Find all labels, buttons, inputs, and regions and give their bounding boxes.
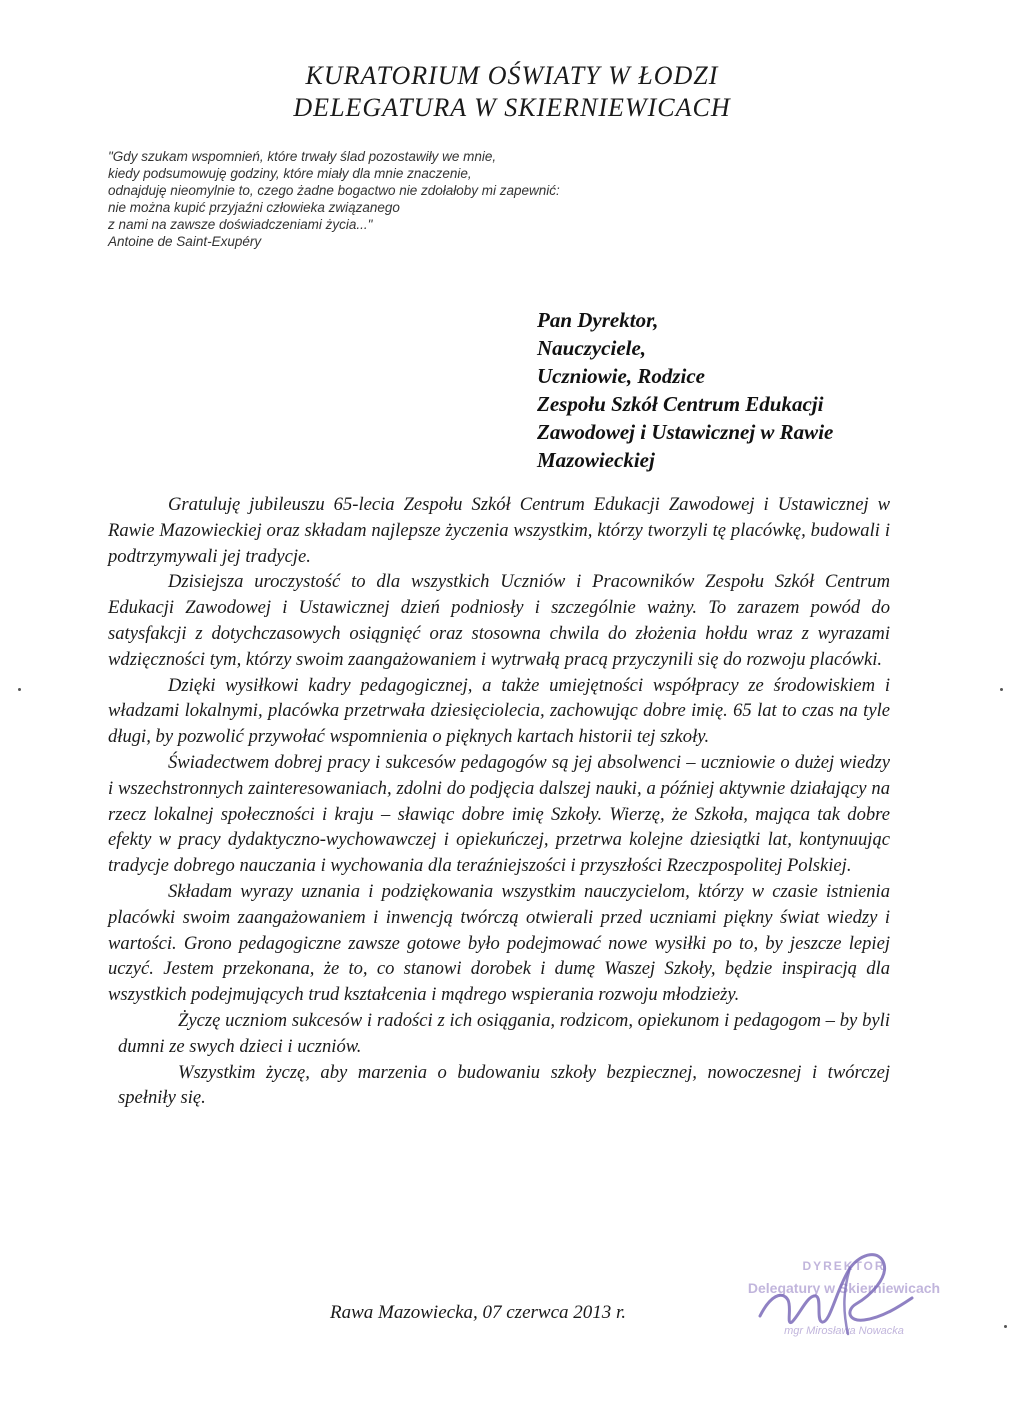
stamp-office: Delegatury w Skierniewicach: [747, 1280, 941, 1296]
addressee-line: Pan Dyrektor,: [537, 308, 659, 332]
body-paragraph: Gratuluję jubileuszu 65-lecia Zespołu Szkół Centrum Edukacji Zawodowej i Ustawicznej w Rawie Mazowieckiej oraz składam najlepsze życzenia wszystkim, którzy tworzyli tę placówkę, budowali i podtrzymywali jej tradycje.: [108, 494, 890, 567]
quote-line: z nami na zawsze doświadczeniami życia...": [108, 217, 373, 232]
body-paragraph: Dzięki wysiłkowi kadry pedagogicznej, a także umiejętności współpracy ze środowiskiem i władzami lokalnymi, placówka przetrwała dziesięciolecia, zachowując dobre imię. 65 lat to czas na tyle długi, by pozwolić przywołać wspomnienia o pięknych kartach historii tej szkoły.: [108, 674, 890, 748]
letter-body: [108, 492, 890, 1111]
letterhead-delegation: DELEGATURA W SKIERNIEWICACH: [293, 93, 731, 122]
place-and-date: Rawa Mazowiecka, 07 czerwca 2013 r.: [330, 1302, 627, 1323]
addressee-line: Uczniowie, Rodzice: [537, 364, 705, 388]
body-paragraph: Składam wyrazy uznania i podziękowania wszystkim nauczycielom, którzy w czasie istnienia placówki swoim zaangażowaniem i inwencją twórczą otwierali przed uczniami piękny świat wiedzy i wartości. Grono pedagogiczne zawsze gotowe było podejmować nowe wysiłki po to, by jeszcze lepiej uczyć. Jestem przekonana, że to, co stanowi dorobek i dumę Waszej Szkoły, będzie inspiracją dla wszystkich podejmujących trud kształcenia i mądrego wspierania rozwoju młodzieży.: [108, 880, 890, 1006]
addressee-line: Zawodowej i Ustawicznej w Rawie: [537, 420, 834, 444]
body-paragraph: Wszystkim życzę, aby marzenia o budowaniu szkoły bezpiecznej, nowoczesnej i twórczej spełniły się.: [118, 1061, 890, 1109]
margin-mark: [18, 688, 21, 691]
stamp-name: mgr Mirosława Nowacka: [784, 1325, 904, 1337]
stamp-title: DYREKTOR: [802, 1259, 886, 1273]
quote-line: "Gdy szukam wspomnień, które trwały ślad pozostawiły we mnie,: [108, 149, 497, 164]
letterhead-institution: KURATORIUM OŚWIATY W ŁODZI: [305, 61, 719, 90]
quote-line: nie można kupić przyjaźni człowieka związanego: [108, 200, 400, 215]
epigraph-quote: [108, 148, 668, 250]
body-paragraph: Świadectwem dobrej pracy i sukcesów pedagogów są jej absolwenci – uczniowie o dużej wiedzy i wszechstronnych zainteresowaniach, zdolni do podjęcia dalszej nauki, a później aktywnie działający na rzecz lokalnej społeczności i kraju – sławiąc dobre imię Szkoły. Wierzę, że Szkoła, mająca tak dobre efekty w pracy dydaktyczno-wychowawczej i opiekuńczej, przetrwa kolejne dziesiątki lat, kontynuując tradycje dobrego nauczania i wychowania dla teraźniejszości i przyszłości Rzeczpospolitej Polskiej.: [108, 751, 890, 877]
body-paragraph: Życzę uczniom sukcesów i radości z ich osiągania, rodzicom, opiekunom i pedagogom – by byli dumni ze swych dzieci i uczniów.: [118, 1009, 890, 1057]
addressee-line: Mazowieckiej: [537, 448, 655, 472]
addressee-block: [537, 306, 937, 474]
margin-mark: [1004, 1325, 1007, 1328]
quote-author: Antoine de Saint-Exupéry: [108, 234, 262, 249]
letterhead: [0, 60, 1024, 124]
margin-mark: [1000, 688, 1003, 691]
quote-line: kiedy podsumowuję godziny, które miały dla mnie znaczenie,: [108, 166, 472, 181]
body-paragraph: Dzisiejsza uroczystość to dla wszystkich Uczniów i Pracowników Zespołu Szkół Centrum Edukacji Zawodowej i Ustawicznej dzień podniosły i szczególnie ważny. To zarazem powód do satysfakcji z dotychczasowych osiągnięć oraz stosowna chwila do złożenia hołdu wraz z wyrazami wdzięczności tym, którzy swoim zaangażowaniem i wytrwałą pracą przyczynili się do rozwoju placówki.: [108, 571, 890, 670]
addressee-line: Zespołu Szkół Centrum Edukacji: [537, 392, 824, 416]
handwritten-signature: [752, 1238, 932, 1348]
addressee-line: Nauczyciele,: [537, 336, 647, 360]
quote-line: odnajduję nieomylnie to, czego żadne bogactwo nie zdołałoby mi zapewnić:: [108, 183, 560, 198]
